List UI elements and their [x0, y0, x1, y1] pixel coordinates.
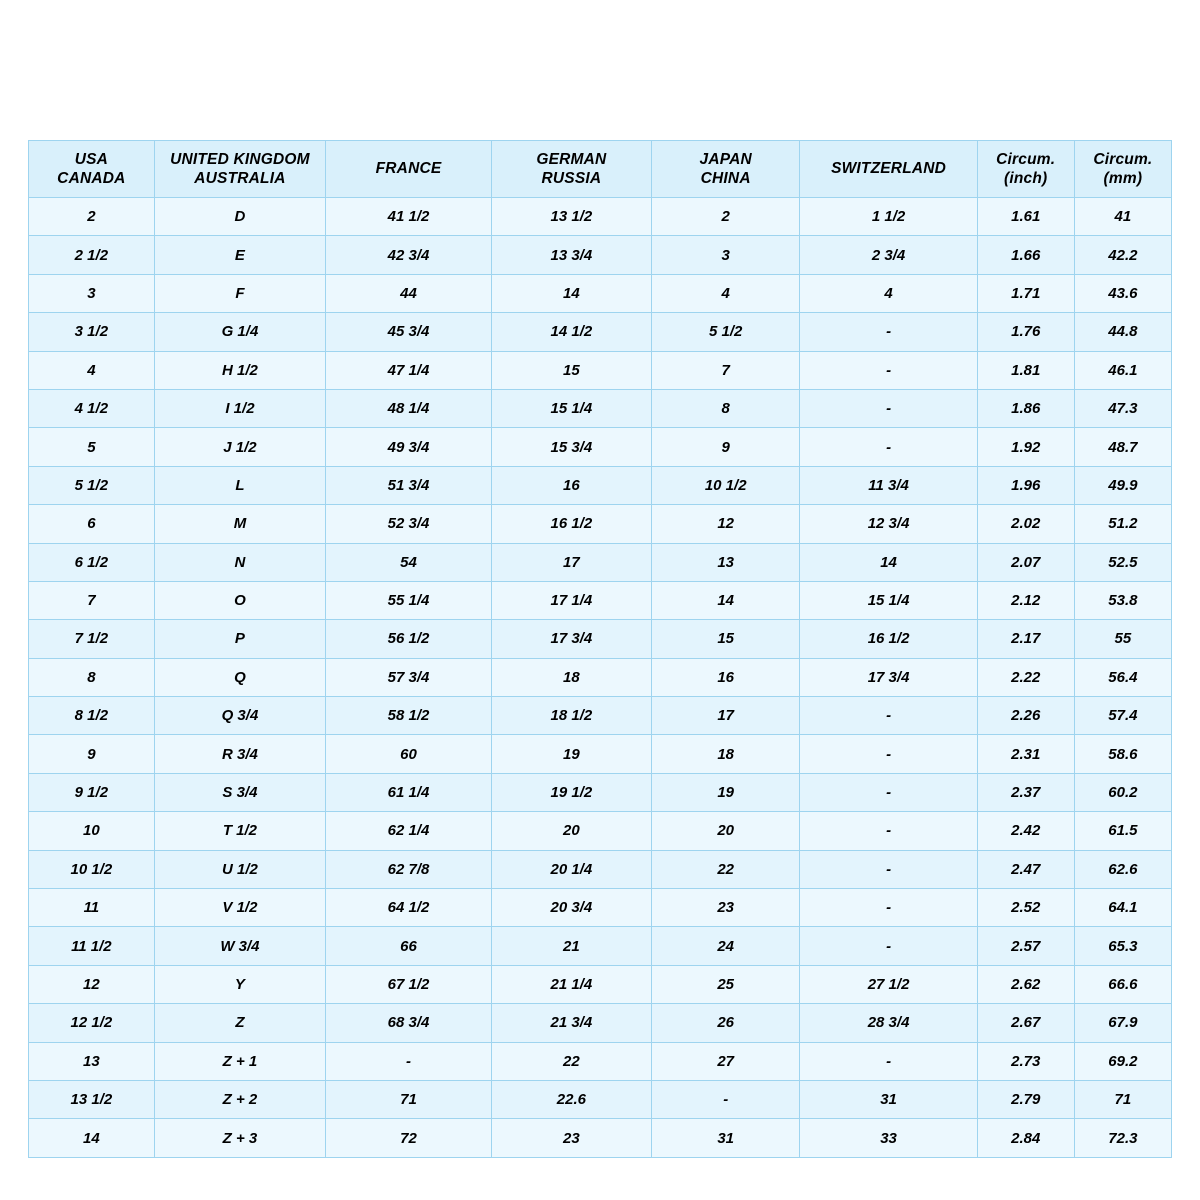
cell-circum_mm: 72.3: [1074, 1119, 1171, 1157]
cell-circum_mm: 56.4: [1074, 658, 1171, 696]
column-header-japan_china: [651, 141, 800, 198]
cell-france: 71: [326, 1080, 492, 1118]
cell-usa_canada: 8: [29, 658, 155, 696]
cell-circum_inch: 1.61: [977, 198, 1074, 236]
cell-uk_australia: G 1/4: [154, 313, 325, 351]
table-row: [29, 466, 1172, 504]
cell-usa_canada: 10: [29, 812, 155, 850]
cell-france: 58 1/2: [326, 697, 492, 735]
cell-switzerland: -: [800, 889, 977, 927]
cell-usa_canada: 5: [29, 428, 155, 466]
cell-switzerland: -: [800, 389, 977, 427]
cell-circum_mm: 66.6: [1074, 965, 1171, 1003]
cell-japan_china: 14: [651, 581, 800, 619]
cell-usa_canada: 6 1/2: [29, 543, 155, 581]
cell-german_russia: 14: [491, 274, 651, 312]
cell-france: 66: [326, 927, 492, 965]
cell-france: 47 1/4: [326, 351, 492, 389]
cell-japan_china: 2: [651, 198, 800, 236]
table-row: [29, 927, 1172, 965]
cell-switzerland: -: [800, 697, 977, 735]
column-header-line: GERMAN: [536, 150, 607, 168]
cell-japan_china: 15: [651, 620, 800, 658]
cell-usa_canada: 6: [29, 505, 155, 543]
cell-usa_canada: 10 1/2: [29, 850, 155, 888]
cell-switzerland: -: [800, 812, 977, 850]
cell-usa_canada: 3 1/2: [29, 313, 155, 351]
column-header-france: [326, 141, 492, 198]
column-header-line: Circum.: [1093, 150, 1153, 168]
cell-france: 61 1/4: [326, 773, 492, 811]
table-row: [29, 697, 1172, 735]
cell-usa_canada: 12 1/2: [29, 1004, 155, 1042]
cell-circum_inch: 2.37: [977, 773, 1074, 811]
cell-circum_mm: 62.6: [1074, 850, 1171, 888]
cell-german_russia: 19: [491, 735, 651, 773]
cell-france: 52 3/4: [326, 505, 492, 543]
cell-usa_canada: 8 1/2: [29, 697, 155, 735]
cell-circum_mm: 65.3: [1074, 927, 1171, 965]
cell-usa_canada: 4 1/2: [29, 389, 155, 427]
table-row: [29, 965, 1172, 1003]
cell-uk_australia: U 1/2: [154, 850, 325, 888]
cell-german_russia: 21 1/4: [491, 965, 651, 1003]
cell-usa_canada: 11: [29, 889, 155, 927]
cell-circum_mm: 61.5: [1074, 812, 1171, 850]
ring-size-chart: [28, 140, 1172, 1158]
column-header-line: FRANCE: [375, 160, 442, 178]
cell-circum_inch: 2.22: [977, 658, 1074, 696]
cell-circum_inch: 2.12: [977, 581, 1074, 619]
cell-switzerland: -: [800, 735, 977, 773]
column-header-circum_mm: [1074, 141, 1171, 198]
cell-circum_inch: 1.81: [977, 351, 1074, 389]
column-header-line: SWITZERLAND: [831, 160, 947, 178]
column-header-line: CHINA: [700, 170, 751, 187]
cell-france: 54: [326, 543, 492, 581]
cell-uk_australia: Q 3/4: [154, 697, 325, 735]
cell-german_russia: 16 1/2: [491, 505, 651, 543]
cell-circum_mm: 55: [1074, 620, 1171, 658]
cell-german_russia: 17: [491, 543, 651, 581]
cell-german_russia: 21 3/4: [491, 1004, 651, 1042]
cell-circum_mm: 46.1: [1074, 351, 1171, 389]
header-row: [29, 141, 1172, 198]
cell-switzerland: 12 3/4: [800, 505, 977, 543]
cell-uk_australia: L: [154, 466, 325, 504]
cell-german_russia: 17 3/4: [491, 620, 651, 658]
table-row: [29, 236, 1172, 274]
cell-uk_australia: R 3/4: [154, 735, 325, 773]
cell-switzerland: 1 1/2: [800, 198, 977, 236]
cell-japan_china: 22: [651, 850, 800, 888]
table-row: [29, 1119, 1172, 1157]
cell-german_russia: 20 1/4: [491, 850, 651, 888]
cell-german_russia: 14 1/2: [491, 313, 651, 351]
cell-switzerland: 27 1/2: [800, 965, 977, 1003]
cell-circum_inch: 2.07: [977, 543, 1074, 581]
cell-german_russia: 17 1/4: [491, 581, 651, 619]
table-header: [29, 141, 1172, 198]
cell-circum_mm: 67.9: [1074, 1004, 1171, 1042]
table-row: [29, 658, 1172, 696]
cell-circum_inch: 1.66: [977, 236, 1074, 274]
cell-usa_canada: 5 1/2: [29, 466, 155, 504]
cell-uk_australia: E: [154, 236, 325, 274]
cell-uk_australia: S 3/4: [154, 773, 325, 811]
cell-japan_china: 3: [651, 236, 800, 274]
cell-usa_canada: 9 1/2: [29, 773, 155, 811]
cell-circum_inch: 2.73: [977, 1042, 1074, 1080]
cell-japan_china: 7: [651, 351, 800, 389]
cell-circum_inch: 2.17: [977, 620, 1074, 658]
cell-france: 62 1/4: [326, 812, 492, 850]
table-row: [29, 773, 1172, 811]
cell-circum_inch: 2.62: [977, 965, 1074, 1003]
cell-uk_australia: N: [154, 543, 325, 581]
cell-usa_canada: 7: [29, 581, 155, 619]
column-header-line: Circum.: [996, 150, 1056, 168]
cell-circum_inch: 1.71: [977, 274, 1074, 312]
cell-japan_china: 13: [651, 543, 800, 581]
cell-switzerland: 16 1/2: [800, 620, 977, 658]
cell-german_russia: 15 3/4: [491, 428, 651, 466]
cell-uk_australia: Y: [154, 965, 325, 1003]
cell-japan_china: 4: [651, 274, 800, 312]
cell-france: 55 1/4: [326, 581, 492, 619]
cell-circum_inch: 1.92: [977, 428, 1074, 466]
cell-france: 42 3/4: [326, 236, 492, 274]
cell-japan_china: 26: [651, 1004, 800, 1042]
column-header-line: (mm): [1103, 170, 1143, 187]
cell-german_russia: 18 1/2: [491, 697, 651, 735]
cell-switzerland: 11 3/4: [800, 466, 977, 504]
table-row: [29, 1080, 1172, 1118]
table-row: [29, 1004, 1172, 1042]
cell-uk_australia: M: [154, 505, 325, 543]
cell-japan_china: 8: [651, 389, 800, 427]
cell-uk_australia: T 1/2: [154, 812, 325, 850]
cell-circum_mm: 53.8: [1074, 581, 1171, 619]
cell-france: 62 7/8: [326, 850, 492, 888]
cell-german_russia: 22: [491, 1042, 651, 1080]
cell-france: 49 3/4: [326, 428, 492, 466]
cell-uk_australia: P: [154, 620, 325, 658]
table-row: [29, 1042, 1172, 1080]
cell-german_russia: 20 3/4: [491, 889, 651, 927]
cell-usa_canada: 2 1/2: [29, 236, 155, 274]
cell-switzerland: 17 3/4: [800, 658, 977, 696]
cell-circum_mm: 42.2: [1074, 236, 1171, 274]
table-row: [29, 351, 1172, 389]
cell-japan_china: 10 1/2: [651, 466, 800, 504]
cell-circum_mm: 43.6: [1074, 274, 1171, 312]
table-row: [29, 735, 1172, 773]
size-conversion-table: [28, 140, 1172, 1158]
cell-circum_mm: 52.5: [1074, 543, 1171, 581]
cell-german_russia: 21: [491, 927, 651, 965]
cell-uk_australia: W 3/4: [154, 927, 325, 965]
cell-switzerland: 28 3/4: [800, 1004, 977, 1042]
cell-japan_china: 25: [651, 965, 800, 1003]
cell-german_russia: 18: [491, 658, 651, 696]
column-header-line: (inch): [1004, 170, 1048, 187]
cell-circum_mm: 49.9: [1074, 466, 1171, 504]
cell-circum_mm: 41: [1074, 198, 1171, 236]
cell-uk_australia: Z: [154, 1004, 325, 1042]
cell-japan_china: 19: [651, 773, 800, 811]
cell-switzerland: -: [800, 927, 977, 965]
cell-switzerland: -: [800, 351, 977, 389]
cell-german_russia: 22.6: [491, 1080, 651, 1118]
cell-circum_inch: 2.67: [977, 1004, 1074, 1042]
cell-france: 67 1/2: [326, 965, 492, 1003]
cell-uk_australia: Q: [154, 658, 325, 696]
cell-usa_canada: 12: [29, 965, 155, 1003]
cell-uk_australia: Z + 2: [154, 1080, 325, 1118]
cell-uk_australia: D: [154, 198, 325, 236]
table-body: [29, 198, 1172, 1158]
cell-uk_australia: V 1/2: [154, 889, 325, 927]
cell-german_russia: 15 1/4: [491, 389, 651, 427]
cell-circum_mm: 47.3: [1074, 389, 1171, 427]
column-header-circum_inch: [977, 141, 1074, 198]
column-header-line: RUSSIA: [541, 170, 602, 187]
cell-circum_inch: 2.79: [977, 1080, 1074, 1118]
cell-circum_inch: 1.96: [977, 466, 1074, 504]
table-row: [29, 313, 1172, 351]
cell-japan_china: 23: [651, 889, 800, 927]
cell-german_russia: 13 1/2: [491, 198, 651, 236]
cell-usa_canada: 3: [29, 274, 155, 312]
cell-german_russia: 23: [491, 1119, 651, 1157]
column-header-line: UNITED KINGDOM: [170, 150, 310, 168]
cell-circum_mm: 44.8: [1074, 313, 1171, 351]
cell-japan_china: 31: [651, 1119, 800, 1157]
cell-uk_australia: J 1/2: [154, 428, 325, 466]
cell-circum_inch: 2.42: [977, 812, 1074, 850]
cell-uk_australia: Z + 1: [154, 1042, 325, 1080]
cell-usa_canada: 14: [29, 1119, 155, 1157]
cell-uk_australia: I 1/2: [154, 389, 325, 427]
cell-circum_inch: 2.84: [977, 1119, 1074, 1157]
cell-switzerland: -: [800, 1042, 977, 1080]
cell-japan_china: 16: [651, 658, 800, 696]
cell-france: 48 1/4: [326, 389, 492, 427]
table-row: [29, 505, 1172, 543]
cell-circum_mm: 60.2: [1074, 773, 1171, 811]
cell-france: 64 1/2: [326, 889, 492, 927]
cell-france: 57 3/4: [326, 658, 492, 696]
cell-france: 68 3/4: [326, 1004, 492, 1042]
cell-france: 44: [326, 274, 492, 312]
cell-usa_canada: 13 1/2: [29, 1080, 155, 1118]
cell-german_russia: 20: [491, 812, 651, 850]
cell-france: 41 1/2: [326, 198, 492, 236]
column-header-usa_canada: [29, 141, 155, 198]
cell-switzerland: 31: [800, 1080, 977, 1118]
cell-circum_inch: 2.52: [977, 889, 1074, 927]
cell-uk_australia: F: [154, 274, 325, 312]
cell-circum_mm: 64.1: [1074, 889, 1171, 927]
cell-japan_china: 20: [651, 812, 800, 850]
table-row: [29, 620, 1172, 658]
cell-german_russia: 13 3/4: [491, 236, 651, 274]
cell-circum_inch: 2.31: [977, 735, 1074, 773]
table-row: [29, 198, 1172, 236]
cell-circum_mm: 57.4: [1074, 697, 1171, 735]
cell-usa_canada: 2: [29, 198, 155, 236]
column-header-line: CANADA: [57, 170, 126, 187]
cell-france: 56 1/2: [326, 620, 492, 658]
cell-switzerland: 15 1/4: [800, 581, 977, 619]
table-row: [29, 543, 1172, 581]
cell-circum_inch: 2.57: [977, 927, 1074, 965]
table-row: [29, 389, 1172, 427]
column-header-uk_australia: [154, 141, 325, 198]
cell-circum_mm: 58.6: [1074, 735, 1171, 773]
cell-usa_canada: 4: [29, 351, 155, 389]
cell-circum_inch: 1.76: [977, 313, 1074, 351]
table-row: [29, 428, 1172, 466]
cell-japan_china: 24: [651, 927, 800, 965]
cell-switzerland: -: [800, 428, 977, 466]
cell-circum_mm: 51.2: [1074, 505, 1171, 543]
cell-switzerland: -: [800, 850, 977, 888]
cell-circum_inch: 2.26: [977, 697, 1074, 735]
cell-switzerland: 33: [800, 1119, 977, 1157]
cell-france: 72: [326, 1119, 492, 1157]
cell-circum_inch: 1.86: [977, 389, 1074, 427]
cell-usa_canada: 7 1/2: [29, 620, 155, 658]
cell-switzerland: 4: [800, 274, 977, 312]
cell-japan_china: 18: [651, 735, 800, 773]
table-row: [29, 889, 1172, 927]
cell-uk_australia: O: [154, 581, 325, 619]
cell-switzerland: 2 3/4: [800, 236, 977, 274]
column-header-line: USA: [74, 150, 109, 168]
cell-france: -: [326, 1042, 492, 1080]
cell-circum_mm: 71: [1074, 1080, 1171, 1118]
column-header-german_russia: [491, 141, 651, 198]
cell-japan_china: 5 1/2: [651, 313, 800, 351]
cell-german_russia: 19 1/2: [491, 773, 651, 811]
table-row: [29, 274, 1172, 312]
table-row: [29, 581, 1172, 619]
cell-japan_china: 9: [651, 428, 800, 466]
cell-switzerland: -: [800, 773, 977, 811]
cell-japan_china: 12: [651, 505, 800, 543]
cell-usa_canada: 11 1/2: [29, 927, 155, 965]
cell-japan_china: 17: [651, 697, 800, 735]
cell-france: 45 3/4: [326, 313, 492, 351]
cell-france: 60: [326, 735, 492, 773]
cell-japan_china: 27: [651, 1042, 800, 1080]
cell-usa_canada: 9: [29, 735, 155, 773]
table-row: [29, 812, 1172, 850]
cell-german_russia: 15: [491, 351, 651, 389]
cell-german_russia: 16: [491, 466, 651, 504]
column-header-switzerland: [800, 141, 977, 198]
cell-switzerland: 14: [800, 543, 977, 581]
cell-circum_mm: 69.2: [1074, 1042, 1171, 1080]
cell-uk_australia: Z + 3: [154, 1119, 325, 1157]
column-header-line: AUSTRALIA: [194, 170, 286, 187]
cell-circum_mm: 48.7: [1074, 428, 1171, 466]
cell-circum_inch: 2.02: [977, 505, 1074, 543]
cell-france: 51 3/4: [326, 466, 492, 504]
cell-japan_china: -: [651, 1080, 800, 1118]
cell-circum_inch: 2.47: [977, 850, 1074, 888]
table-row: [29, 850, 1172, 888]
cell-uk_australia: H 1/2: [154, 351, 325, 389]
column-header-line: JAPAN: [699, 150, 752, 168]
cell-usa_canada: 13: [29, 1042, 155, 1080]
cell-switzerland: -: [800, 313, 977, 351]
